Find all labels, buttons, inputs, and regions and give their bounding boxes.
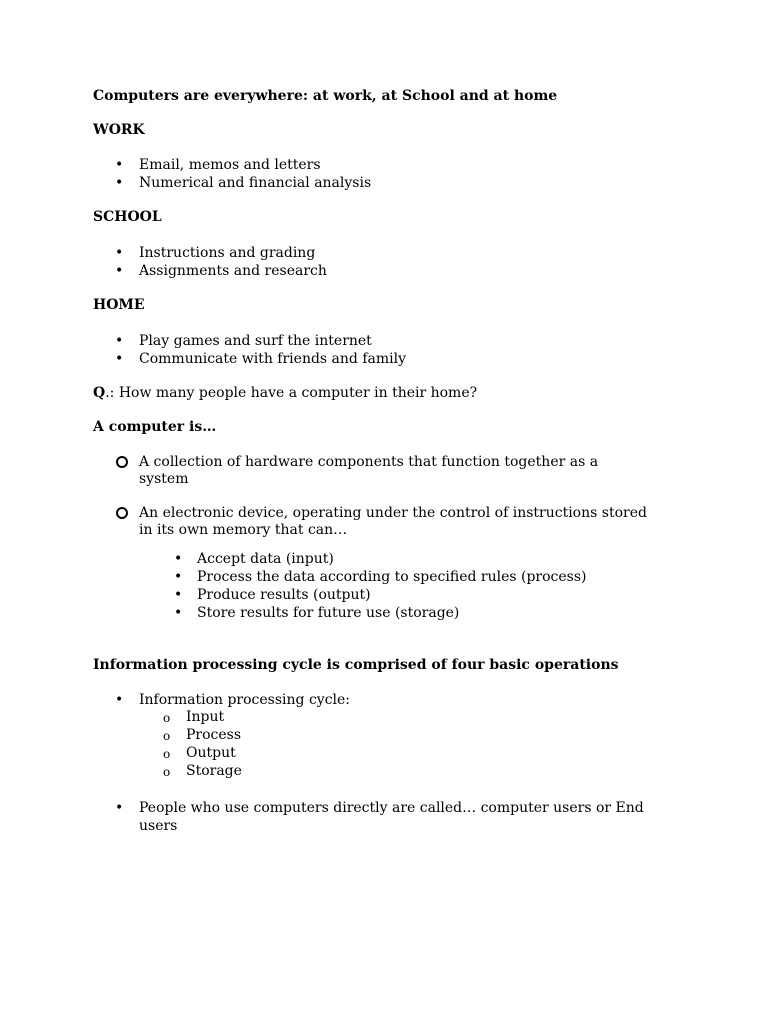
circle-bullet-icon (116, 507, 128, 519)
section-title-home: HOME (93, 297, 145, 313)
bullet-icon (115, 799, 123, 817)
list-item: Play games and surf the internet (139, 333, 372, 349)
definition-line: An electronic device, operating under the control of instructions stored (139, 505, 647, 521)
list-item: Instructions and grading (139, 245, 316, 261)
bullet-icon (115, 332, 123, 350)
bullet-icon (115, 156, 123, 174)
bullet-icon (174, 586, 182, 604)
list-item: Process the data according to specified rules (process) (197, 569, 587, 585)
cycle-title: Information processing cycle is comprised of four basic operations (93, 657, 619, 673)
list-item: Produce results (output) (197, 587, 371, 603)
bullet-icon (115, 244, 123, 262)
small-o-bullet-icon: o (163, 729, 171, 743)
bullet-icon (115, 262, 123, 280)
bullet-icon (115, 174, 123, 192)
small-o-bullet-icon: o (163, 765, 171, 779)
cycle-step: Storage (186, 763, 242, 779)
small-o-bullet-icon: o (163, 711, 171, 725)
question-label: Q (93, 385, 106, 401)
page-heading: Computers are everywhere: at work, at School and at home (93, 88, 558, 104)
definition-line: in its own memory that can… (139, 522, 348, 538)
list-item: Information processing cycle: (139, 692, 351, 708)
bullet-icon (174, 550, 182, 568)
list-item: Accept data (input) (197, 551, 334, 567)
list-item: Store results for future use (storage) (197, 605, 460, 621)
small-o-bullet-icon: o (163, 747, 171, 761)
question-line (93, 384, 477, 402)
bullet-icon (174, 604, 182, 622)
cycle-step: Process (186, 727, 242, 743)
bullet-icon (115, 691, 123, 709)
cycle-step: Output (186, 745, 236, 761)
list-item: Numerical and financial analysis (139, 175, 372, 191)
definition-line: system (139, 471, 189, 487)
list-item: Email, memos and letters (139, 157, 321, 173)
definition-line: A collection of hardware components that function together as a (139, 454, 599, 470)
list-item-continuation: users (139, 818, 178, 834)
list-item: Communicate with friends and family (139, 351, 406, 367)
list-item: People who use computers directly are called… computer users or End (139, 800, 644, 816)
section-title-work: WORK (93, 122, 145, 138)
list-item: Assignments and research (139, 263, 327, 279)
question-text: .: How many people have a computer in their home? (105, 385, 478, 401)
bullet-icon (174, 568, 182, 586)
bullet-icon (115, 350, 123, 368)
circle-bullet-icon (116, 456, 128, 468)
section-title-school: SCHOOL (93, 209, 162, 225)
definition-title: A computer is… (93, 419, 217, 435)
cycle-step: Input (186, 709, 225, 725)
